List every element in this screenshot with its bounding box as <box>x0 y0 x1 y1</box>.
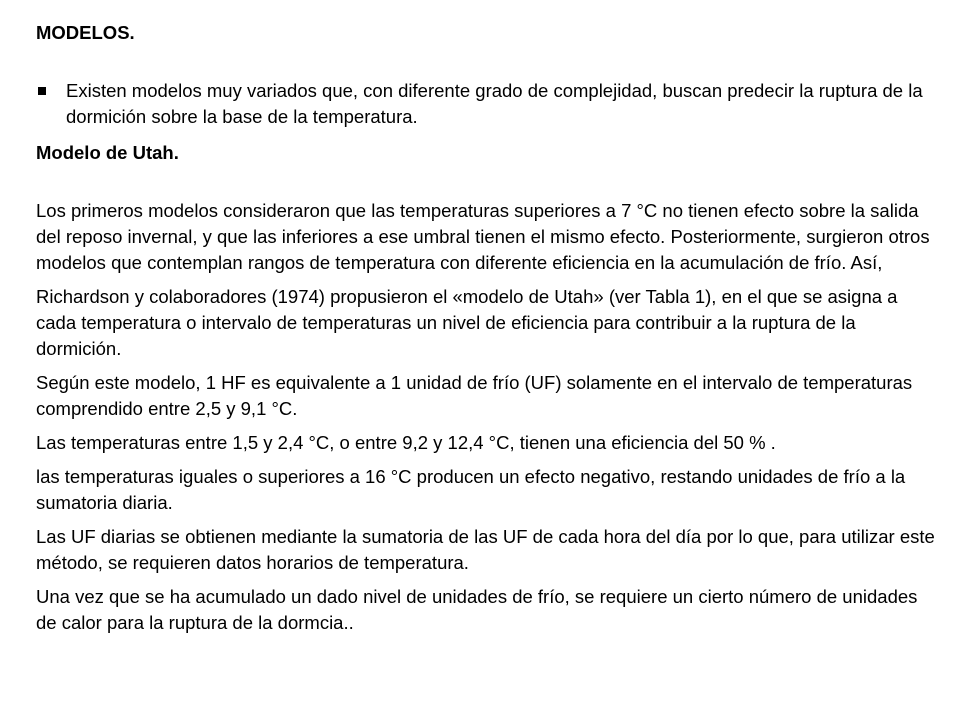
paragraph-richardson: Richardson y colaboradores (1974) propusieron el «modelo de Utah» (ver Tabla 1), en el que se asigna a cada temperatura o intervalo de temperaturas un nivel de eficiencia para contribuir a la ruptura de la dormición. <box>36 286 898 359</box>
square-bullet-icon <box>36 78 66 130</box>
paragraph-half-efficiency: Las temperaturas entre 1,5 y 2,4 °C, o entre 9,2 y 12,4 °C, tienen una eficiencia del 50 % . <box>36 432 776 453</box>
section-subtitle: Modelo de Utah. <box>36 142 179 163</box>
slide-title: MODELOS. <box>36 22 135 43</box>
bullet-text: Existen modelos muy variados que, con diferente grado de complejidad, buscan predecir la ruptura de la dormición sobre la base de la temperatura. <box>66 80 923 127</box>
paragraph-hf-equivalence: Según este modelo, 1 HF es equivalente a 1 unidad de frío (UF) solamente en el intervalo de temperaturas comprendido entre 2,5 y 9,1 °C. <box>36 372 913 419</box>
bullet-item <box>36 78 936 130</box>
paragraph-heat-units: Una vez que se ha acumulado un dado nivel de unidades de frío, se requiere un cierto número de unidades de calor para la ruptura de la dormcia.. <box>36 586 918 633</box>
paragraph-negative-effect: las temperaturas iguales o superiores a 16 °C producen un efecto negativo, restando unidades de frío a la sumatoria diaria. <box>36 466 906 513</box>
paragraph-early-models: Los primeros modelos consideraron que las temperaturas superiores a 7 °C no tienen efecto sobre la salida del reposo invernal, y que las inferiores a ese umbral tienen el mismo efecto. Posteriormente, surgieron otros modelos que contemplan rangos de temperatura con diferente eficiencia en la acumulación de frío. Así, <box>36 200 930 273</box>
paragraph-daily-uf: Las UF diarias se obtienen mediante la sumatoria de las UF de cada hora del día por lo que, para utilizar este método, se requieren datos horarios de temperatura. <box>36 526 935 573</box>
slide-content <box>36 20 936 636</box>
